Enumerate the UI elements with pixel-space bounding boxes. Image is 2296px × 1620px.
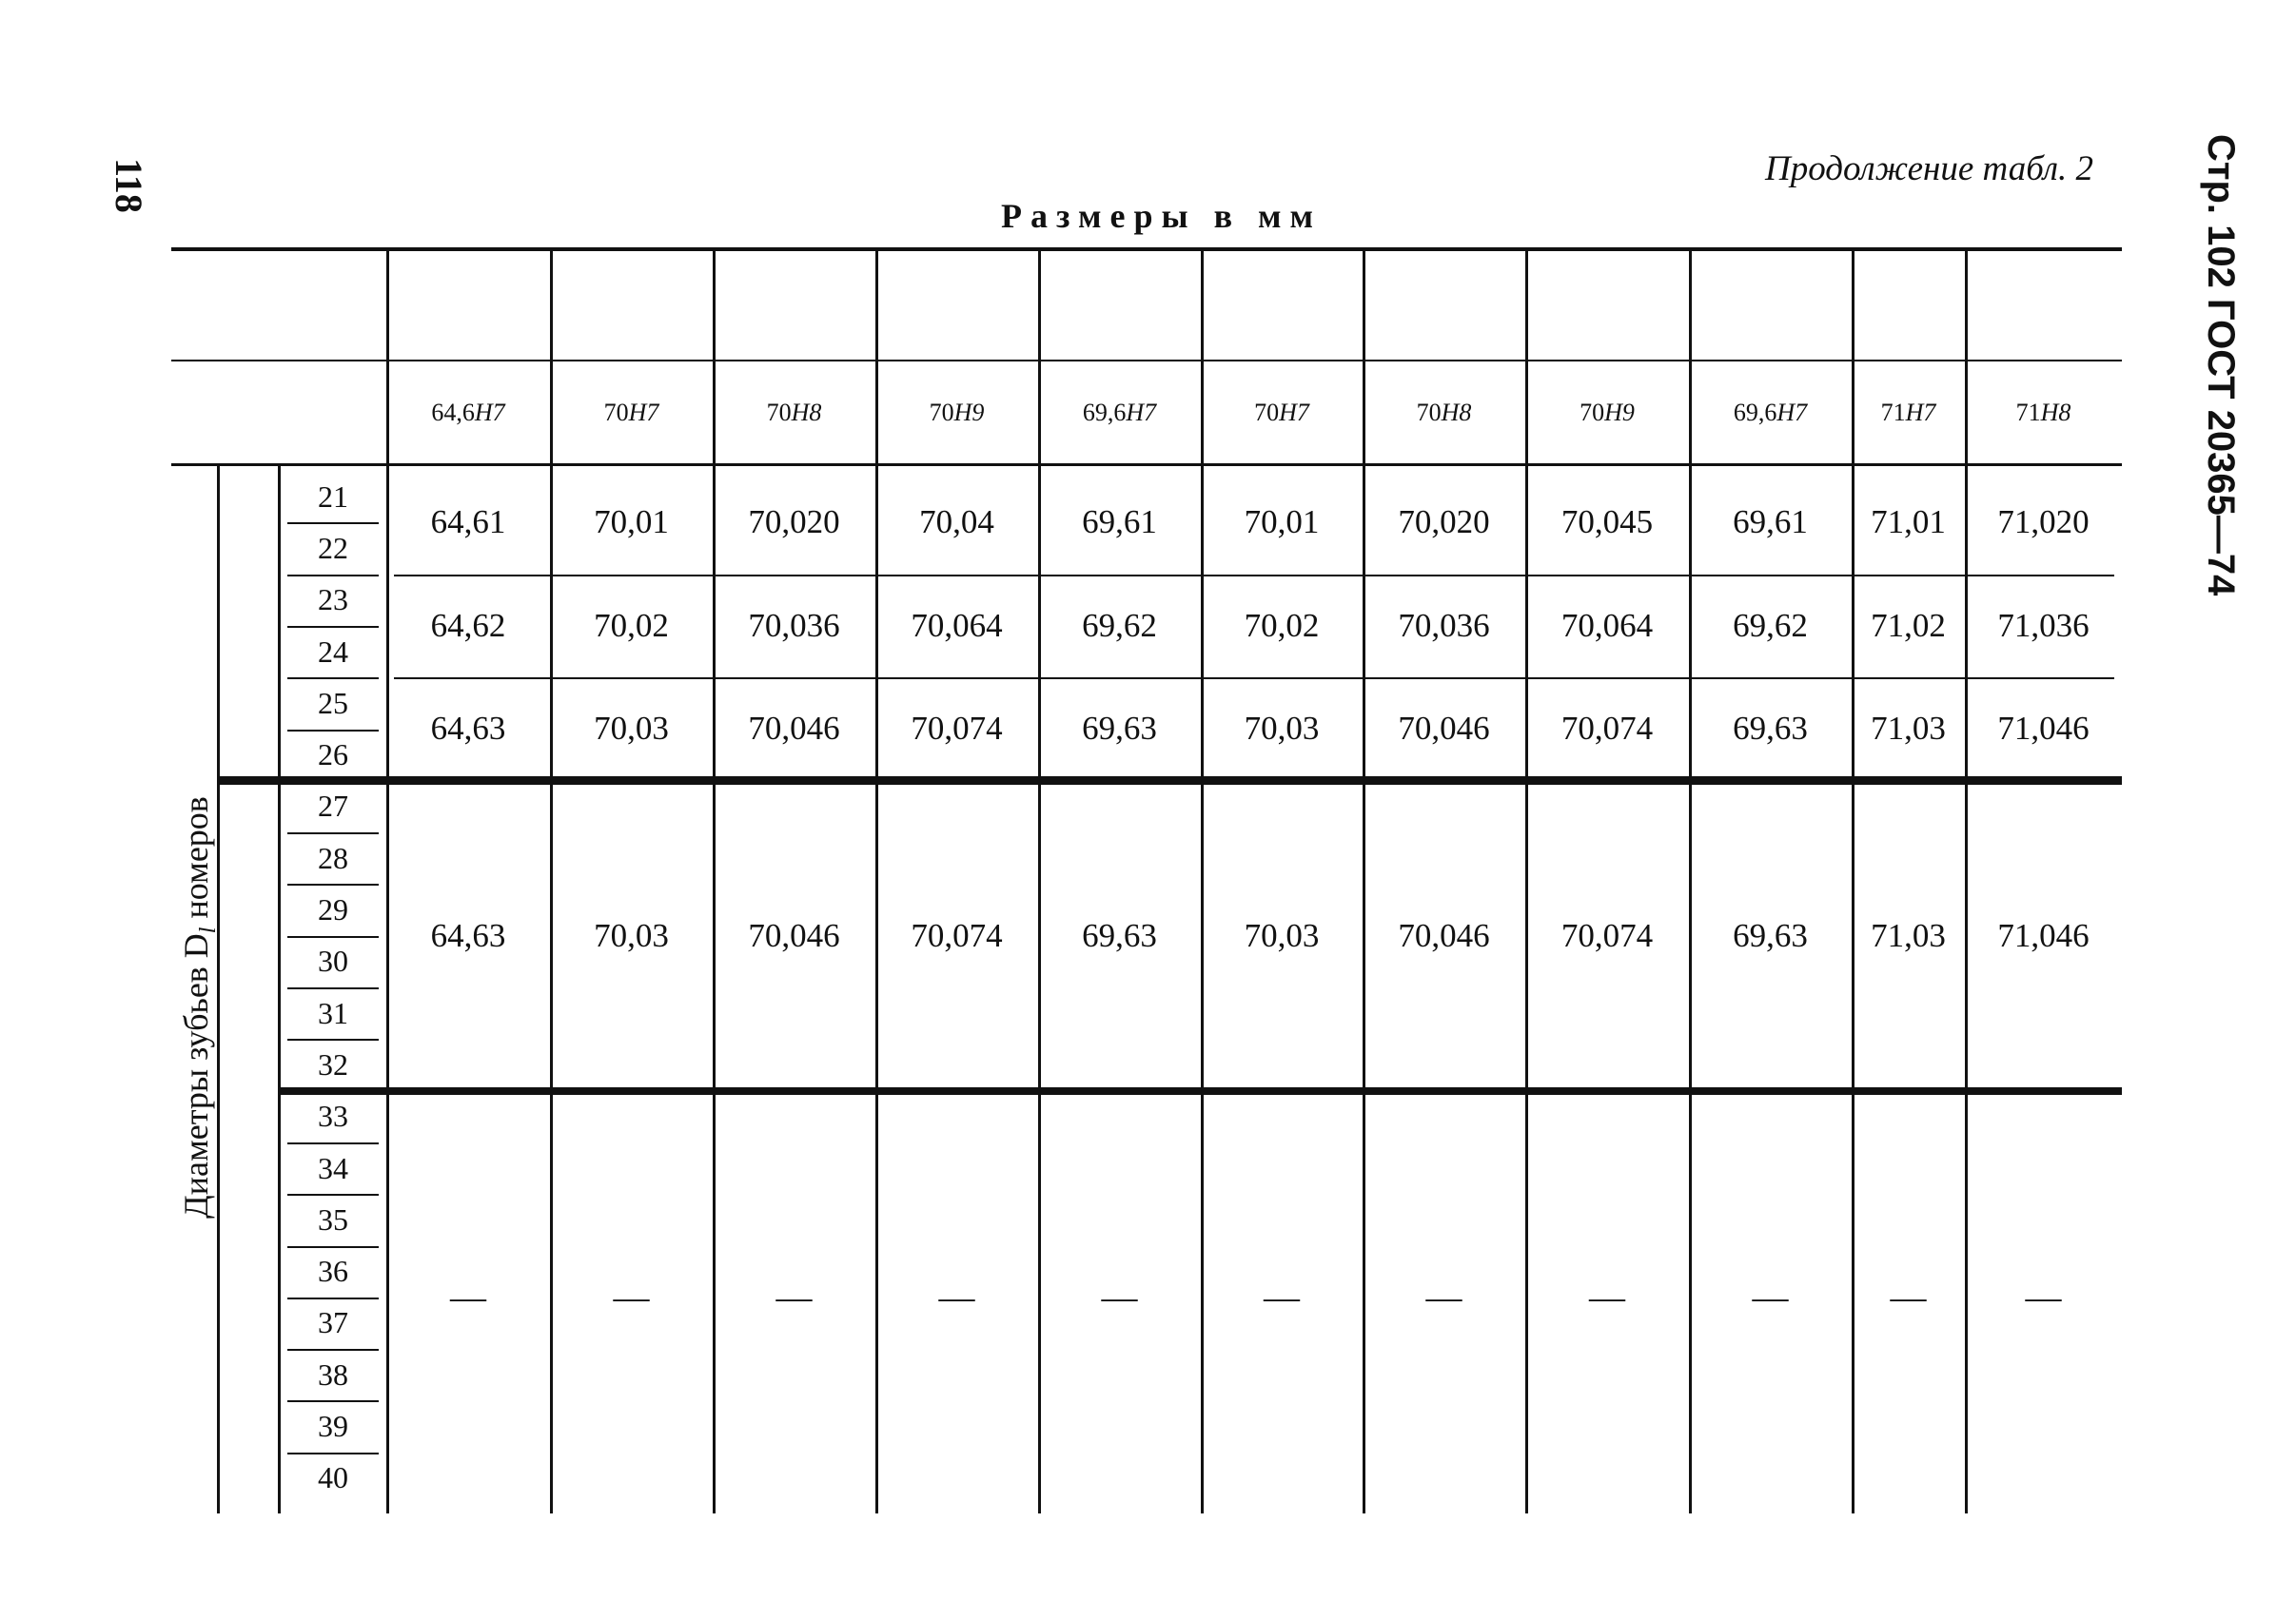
diameter-value: 70,04 — [919, 503, 994, 541]
tooth-number: 24 — [318, 634, 348, 669]
diameter-value: 70,045 — [1560, 503, 1654, 541]
empty-value-dash: — — [1425, 1277, 1462, 1317]
tolerance-number: 70 — [1416, 398, 1442, 426]
diameter-value: 70,01 — [594, 503, 669, 541]
column-rule — [1965, 247, 1968, 1513]
inner-group-rule — [278, 463, 281, 1513]
tooth-number: 35 — [318, 1201, 348, 1237]
tolerance-number: 71 — [2015, 398, 2041, 426]
tolerance-number: 70 — [1254, 398, 1280, 426]
diameter-value: 71,02 — [1871, 606, 1946, 644]
column-designation — [879, 251, 1034, 358]
tolerance-number: 70 — [603, 398, 629, 426]
diameter-value: 70,046 — [1398, 916, 1490, 954]
tooth-number: 23 — [318, 582, 348, 617]
diameter-value: 70,036 — [748, 606, 840, 644]
diameter-value: 70,046 — [748, 710, 840, 748]
tolerance-fit: H7 — [1905, 398, 1936, 426]
tolerance-fit: H7 — [1126, 398, 1157, 426]
column-designation — [390, 251, 546, 358]
diameter-value: 70,03 — [594, 710, 669, 748]
column-tolerance — [1529, 361, 1685, 463]
column-designation — [1693, 251, 1848, 358]
tooth-number: 40 — [318, 1460, 348, 1495]
tooth-number: 25 — [318, 685, 348, 720]
diameter-value: 70,074 — [1560, 710, 1654, 748]
tolerance-number: 70 — [1580, 398, 1605, 426]
diameter-value: 71,046 — [1997, 916, 2090, 954]
outer-group-label — [172, 741, 220, 1274]
empty-value-dash: — — [1264, 1277, 1300, 1317]
diameter-value: 69,62 — [1082, 606, 1157, 644]
tolerance-fit: H9 — [953, 398, 985, 426]
page-number: 118 — [108, 158, 150, 213]
side-running-header: Стр. 102 ГОСТ 20365—74 — [2200, 134, 2242, 596]
tolerance-number: 70 — [766, 398, 792, 426]
diameter-value: 70,064 — [911, 606, 1003, 644]
tolerance-fit: H8 — [791, 398, 822, 426]
tooth-number: 26 — [318, 737, 348, 772]
diameter-value: 69,62 — [1733, 606, 1808, 644]
column-rule — [386, 247, 389, 1513]
empty-value-dash: — — [775, 1277, 813, 1317]
tooth-number: 22 — [318, 530, 348, 565]
diameter-value: 70,064 — [1560, 606, 1654, 644]
tolerance-fit: H7 — [1776, 398, 1808, 426]
tolerance-number: 71 — [1880, 398, 1906, 426]
diameter-value: 64,62 — [430, 606, 506, 644]
diameter-value: 70,02 — [1244, 606, 1320, 644]
outer-group-label-text: Диаметры зубьев D — [177, 933, 215, 1219]
column-rule — [1363, 247, 1365, 1513]
diameter-value: 64,61 — [430, 503, 506, 541]
column-tolerance — [716, 361, 872, 463]
diameter-value: 71,03 — [1871, 916, 1946, 954]
empty-value-dash: — — [1589, 1277, 1625, 1317]
diameter-value: 64,63 — [430, 916, 506, 954]
outer-group-label-subscript: l — [196, 927, 222, 934]
tooth-number: 31 — [318, 995, 348, 1030]
column-designation — [1855, 251, 1961, 358]
column-rule — [1201, 247, 1204, 1513]
diameter-value: 70,01 — [1244, 503, 1320, 541]
units-caption: Размеры в мм — [1001, 197, 1323, 235]
diameter-value: 70,020 — [1398, 503, 1490, 541]
tolerance-fit: H7 — [628, 398, 659, 426]
column-tolerance — [1366, 361, 1521, 463]
column-tolerance — [1855, 361, 1961, 463]
empty-value-dash: — — [1890, 1277, 1927, 1317]
tolerance-number: 69,6 — [1082, 398, 1127, 426]
column-tolerance — [1205, 361, 1359, 463]
diameter-value: 70,03 — [594, 916, 669, 954]
tooth-number: 37 — [318, 1305, 348, 1340]
diameter-value: 70,074 — [1560, 916, 1654, 954]
diameter-value: 71,036 — [1997, 606, 2090, 644]
column-tolerance — [554, 361, 709, 463]
column-tolerance — [1693, 361, 1848, 463]
tolerance-fit: H8 — [2040, 398, 2071, 426]
diameter-value: 70,03 — [1244, 916, 1320, 954]
column-rule — [713, 247, 716, 1513]
tooth-number: 27 — [318, 789, 348, 824]
tolerance-fit: H7 — [1279, 398, 1309, 426]
empty-value-dash: — — [450, 1277, 486, 1317]
tooth-number: 32 — [318, 1046, 348, 1082]
finishing-group-label — [224, 483, 271, 769]
tolerance-number: 64,6 — [431, 398, 475, 426]
column-tolerance — [390, 361, 546, 463]
diameter-value: 69,61 — [1733, 503, 1808, 541]
tolerance-number: 69,6 — [1733, 398, 1777, 426]
empty-value-dash: — — [2025, 1277, 2062, 1317]
tooth-number: 38 — [318, 1357, 348, 1392]
diameter-value: 64,63 — [430, 710, 506, 748]
diameter-value: 71,046 — [1997, 710, 2090, 748]
outer-group-label-suffix: номеров — [177, 796, 215, 927]
empty-value-dash: — — [1752, 1277, 1789, 1317]
column-rule — [1689, 247, 1692, 1513]
empty-value-dash: — — [613, 1277, 650, 1317]
tooth-number: 29 — [318, 892, 348, 927]
diameter-value: 71,020 — [1997, 503, 2090, 541]
column-designation — [554, 251, 709, 358]
tooth-number: 30 — [318, 944, 348, 979]
column-designation — [1205, 251, 1359, 358]
column-designation — [716, 251, 872, 358]
calibrating-group-label — [224, 990, 271, 1371]
diameter-value: 70,074 — [911, 710, 1003, 748]
diameter-value: 69,63 — [1733, 916, 1808, 954]
column-rule — [1525, 247, 1528, 1513]
column-rule — [1852, 247, 1854, 1513]
continuation-caption: Продолжение табл. 2 — [1765, 149, 2094, 188]
diameter-value: 70,074 — [911, 916, 1003, 954]
tooth-number: 36 — [318, 1254, 348, 1289]
diameter-value: 69,61 — [1082, 503, 1157, 541]
diameter-value: 70,046 — [748, 916, 840, 954]
tolerance-fit: H8 — [1441, 398, 1472, 426]
column-designation — [1042, 251, 1197, 358]
diameter-value: 71,03 — [1871, 710, 1946, 748]
column-tolerance — [879, 361, 1034, 463]
tooth-number: 34 — [318, 1150, 348, 1185]
column-rule — [550, 247, 553, 1513]
tooth-number: 21 — [318, 478, 348, 514]
empty-value-dash: — — [1101, 1277, 1138, 1317]
column-designation — [1529, 251, 1685, 358]
diameter-value: 70,020 — [748, 503, 840, 541]
column-designation — [1969, 251, 2118, 358]
tolerance-number: 70 — [929, 398, 954, 426]
diameter-value: 70,03 — [1244, 710, 1320, 748]
diameter-value: 69,63 — [1082, 916, 1157, 954]
diameter-value: 69,63 — [1733, 710, 1808, 748]
tolerance-fit: H9 — [1604, 398, 1635, 426]
header-bottom-rule — [171, 463, 2122, 466]
hole-diameter-header — [171, 361, 386, 463]
diameter-value: 69,63 — [1082, 710, 1157, 748]
diameter-value: 71,01 — [1871, 503, 1946, 541]
column-tolerance — [1042, 361, 1197, 463]
diameter-value: 70,036 — [1398, 606, 1490, 644]
column-rule — [875, 247, 878, 1513]
column-rule — [1038, 247, 1041, 1513]
diameter-value: 70,046 — [1398, 710, 1490, 748]
tooth-number: 39 — [318, 1409, 348, 1444]
column-designation — [1366, 251, 1521, 358]
designation-header — [171, 251, 386, 360]
column-tolerance — [1969, 361, 2118, 463]
tooth-number: 33 — [318, 1099, 348, 1134]
empty-value-dash: — — [938, 1277, 975, 1317]
diameter-value: 70,02 — [594, 606, 669, 644]
tolerance-fit: H7 — [474, 398, 505, 426]
tooth-number: 28 — [318, 840, 348, 875]
